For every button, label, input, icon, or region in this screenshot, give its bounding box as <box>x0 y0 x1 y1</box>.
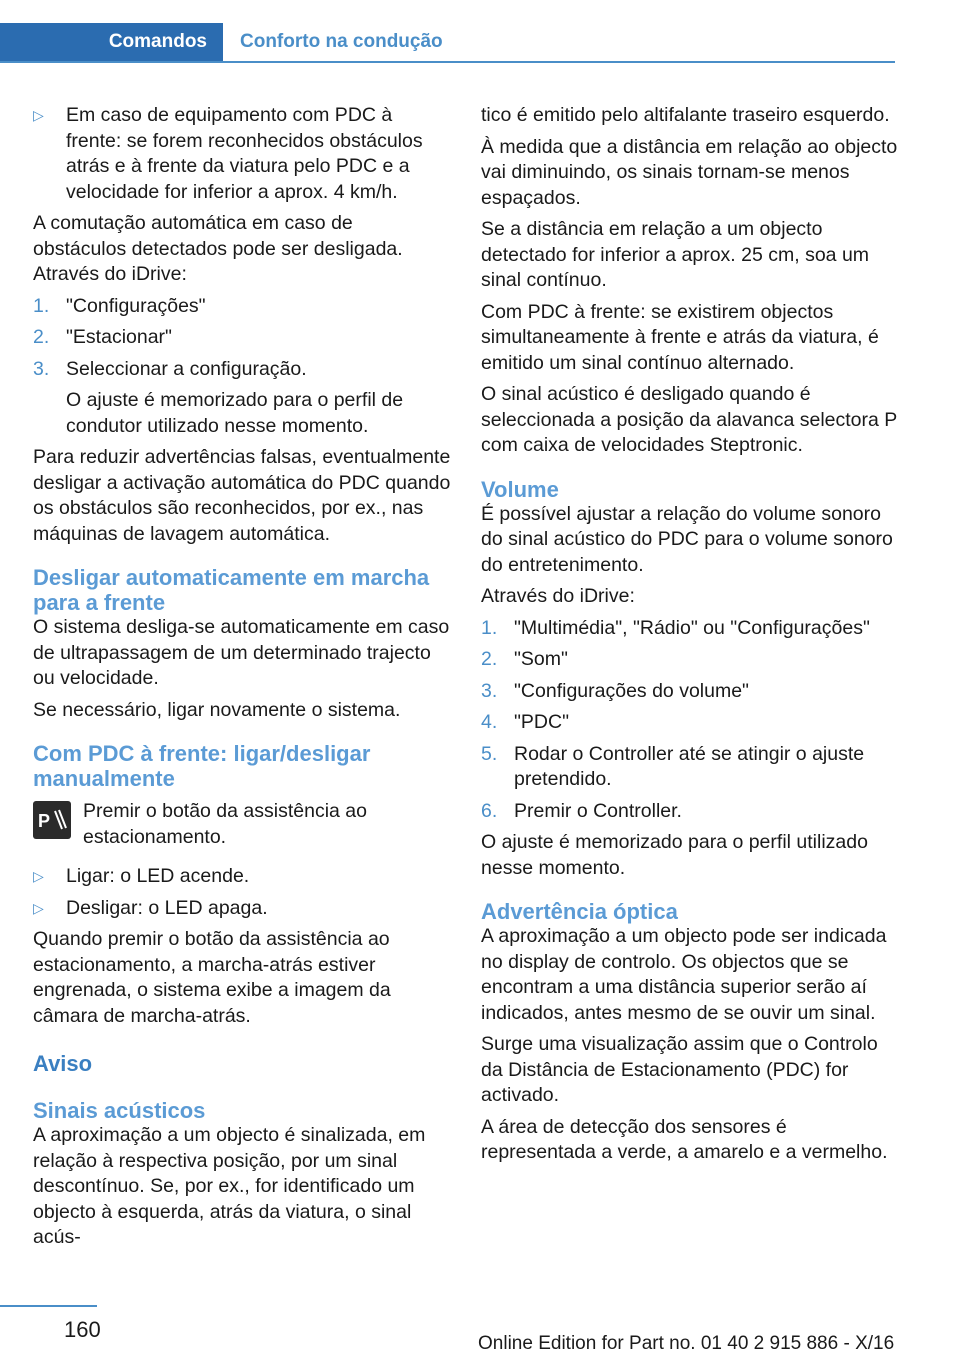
list-item: 5. Rodar o Controller até se atingir o ajuste pretendido. <box>481 742 865 790</box>
tab-comandos: Comandos <box>0 23 223 61</box>
paragraph: À medida que a distância em relação ao objecto vai diminuindo, os sinais tornam-se menos espaçados. <box>481 135 898 209</box>
footer-divider <box>0 1305 97 1307</box>
svg-text:P: P <box>38 811 51 831</box>
list-item: 4. "PDC" <box>481 711 570 733</box>
paragraph: A comutação automática em caso de obstáculos detectados pode ser desligada. Através do iDrive: <box>33 212 403 285</box>
paragraph: O sistema desliga-se automaticamente em caso de ultrapassagem de um determinado trajecto ou velocidade. <box>33 616 450 689</box>
list-item: 1. "Multimédia", "Rádio" ou "Configurações" <box>481 616 870 639</box>
paragraph: A aproximação a um objecto pode ser indicada no display de controlo. Os objectos que se encontram a uma distância superior serão aí indicados, antes mesmo de se ouvir um sinal. <box>481 925 887 1024</box>
right-column <box>481 103 899 1172</box>
paragraph: O sinal acústico é desligado quando é seleccionada a posição da alavanca selectora P com caixa de velocidades Steptronic. <box>481 383 897 456</box>
section-heading: Sinais acústicos <box>33 1098 206 1123</box>
paragraph: A aproximação a um objecto é sinalizada, em relação à respectiva posição, por um sinal descontínuo. Se, por ex., for identificado um objecto à esquerda, atrás da viatura, o sinal acús- <box>33 1124 426 1248</box>
paragraph: Com PDC à frente: se existirem objectos simultaneamente à frente e atrás da viatura, é emitido um sinal contínuo alternado. <box>481 300 879 374</box>
section-heading: Volume <box>481 476 559 502</box>
paragraph: Para reduzir advertências falsas, eventualmente desligar a activação automática do PDC quando os obstáculos são reconhecidos, por ex., nas máquinas de lavagem automática. <box>33 446 451 545</box>
list-item: ▷ Em caso de equipamento com PDC à frente: se forem reconhecidos obstáculos atrás e à frente da viatura pelo PDC e a velocidade for inferior a aprox. 4 km/h. <box>33 104 423 203</box>
paragraph: A área de detecção dos sensores é representada a verde, a amarelo e a vermelho. <box>481 1115 888 1163</box>
list-item: 1. "Configurações" <box>33 294 206 317</box>
left-column <box>33 103 451 1257</box>
paragraph: Se a distância em relação a um objecto detectado for inferior a aprox. 25 cm, soa um sinal contínuo. <box>481 218 870 291</box>
page-number: 160 <box>64 1317 101 1342</box>
triangle-right-icon: ▷ <box>33 107 44 123</box>
edition-note: Online Edition for Part no. 01 40 2 915 886 - X/16 <box>478 1333 895 1354</box>
tab-conforto: Conforto na condução <box>240 31 443 52</box>
paragraph: Quando premir o botão da assistência ao estacionamento, a marcha-atrás estiver engrenada, o sistema exibe a imagem da câmara de marcha-atrás. <box>33 928 391 1027</box>
section-heading: Advertência óptica <box>481 899 678 924</box>
list-item: 6. Premir o Controller. <box>481 799 682 822</box>
paragraph: O ajuste é memorizado para o perfil utilizado nesse momento. <box>481 831 868 879</box>
paragraph: Através do iDrive: <box>481 585 635 607</box>
section-heading: Desligar automaticamente em marcha para a frente <box>33 565 430 615</box>
parking-assist-button-icon <box>33 801 71 839</box>
step-note: O ajuste é memorizado para o perfil de condutor utilizado nesse momento. <box>66 389 404 437</box>
list-item: 3. "Configurações do volume" <box>481 679 749 702</box>
section-heading-main: Aviso <box>33 1051 93 1076</box>
triangle-right-icon: ▷ <box>33 868 44 884</box>
paragraph: Se necessário, ligar novamente o sistema. <box>33 698 401 721</box>
page-header <box>0 23 895 63</box>
icon-instruction: P Premir o botão da assistência ao estacionamento. <box>33 799 451 850</box>
paragraph: Surge uma visualização assim que o Controlo da Distância de Estacionamento (PDC) for activado. <box>481 1033 878 1106</box>
list-item: 2. "Estacionar" <box>33 326 172 348</box>
list-item: ▷ Desligar: o LED apaga. <box>33 896 451 922</box>
list-item: ▷ Ligar: o LED acende. <box>33 864 451 890</box>
list-item: 3. Seleccionar a configuração. <box>33 357 307 380</box>
section-heading: Com PDC à frente: ligar/desligar manualmente <box>33 741 371 791</box>
list-item: 2. "Som" <box>481 648 568 670</box>
triangle-right-icon: ▷ <box>33 899 44 916</box>
paragraph: tico é emitido pelo altifalante traseiro esquerdo. <box>481 104 890 126</box>
paragraph: É possível ajustar a relação do volume sonoro do sinal acústico do PDC para o volume sonoro do entretenimento. <box>481 502 893 576</box>
